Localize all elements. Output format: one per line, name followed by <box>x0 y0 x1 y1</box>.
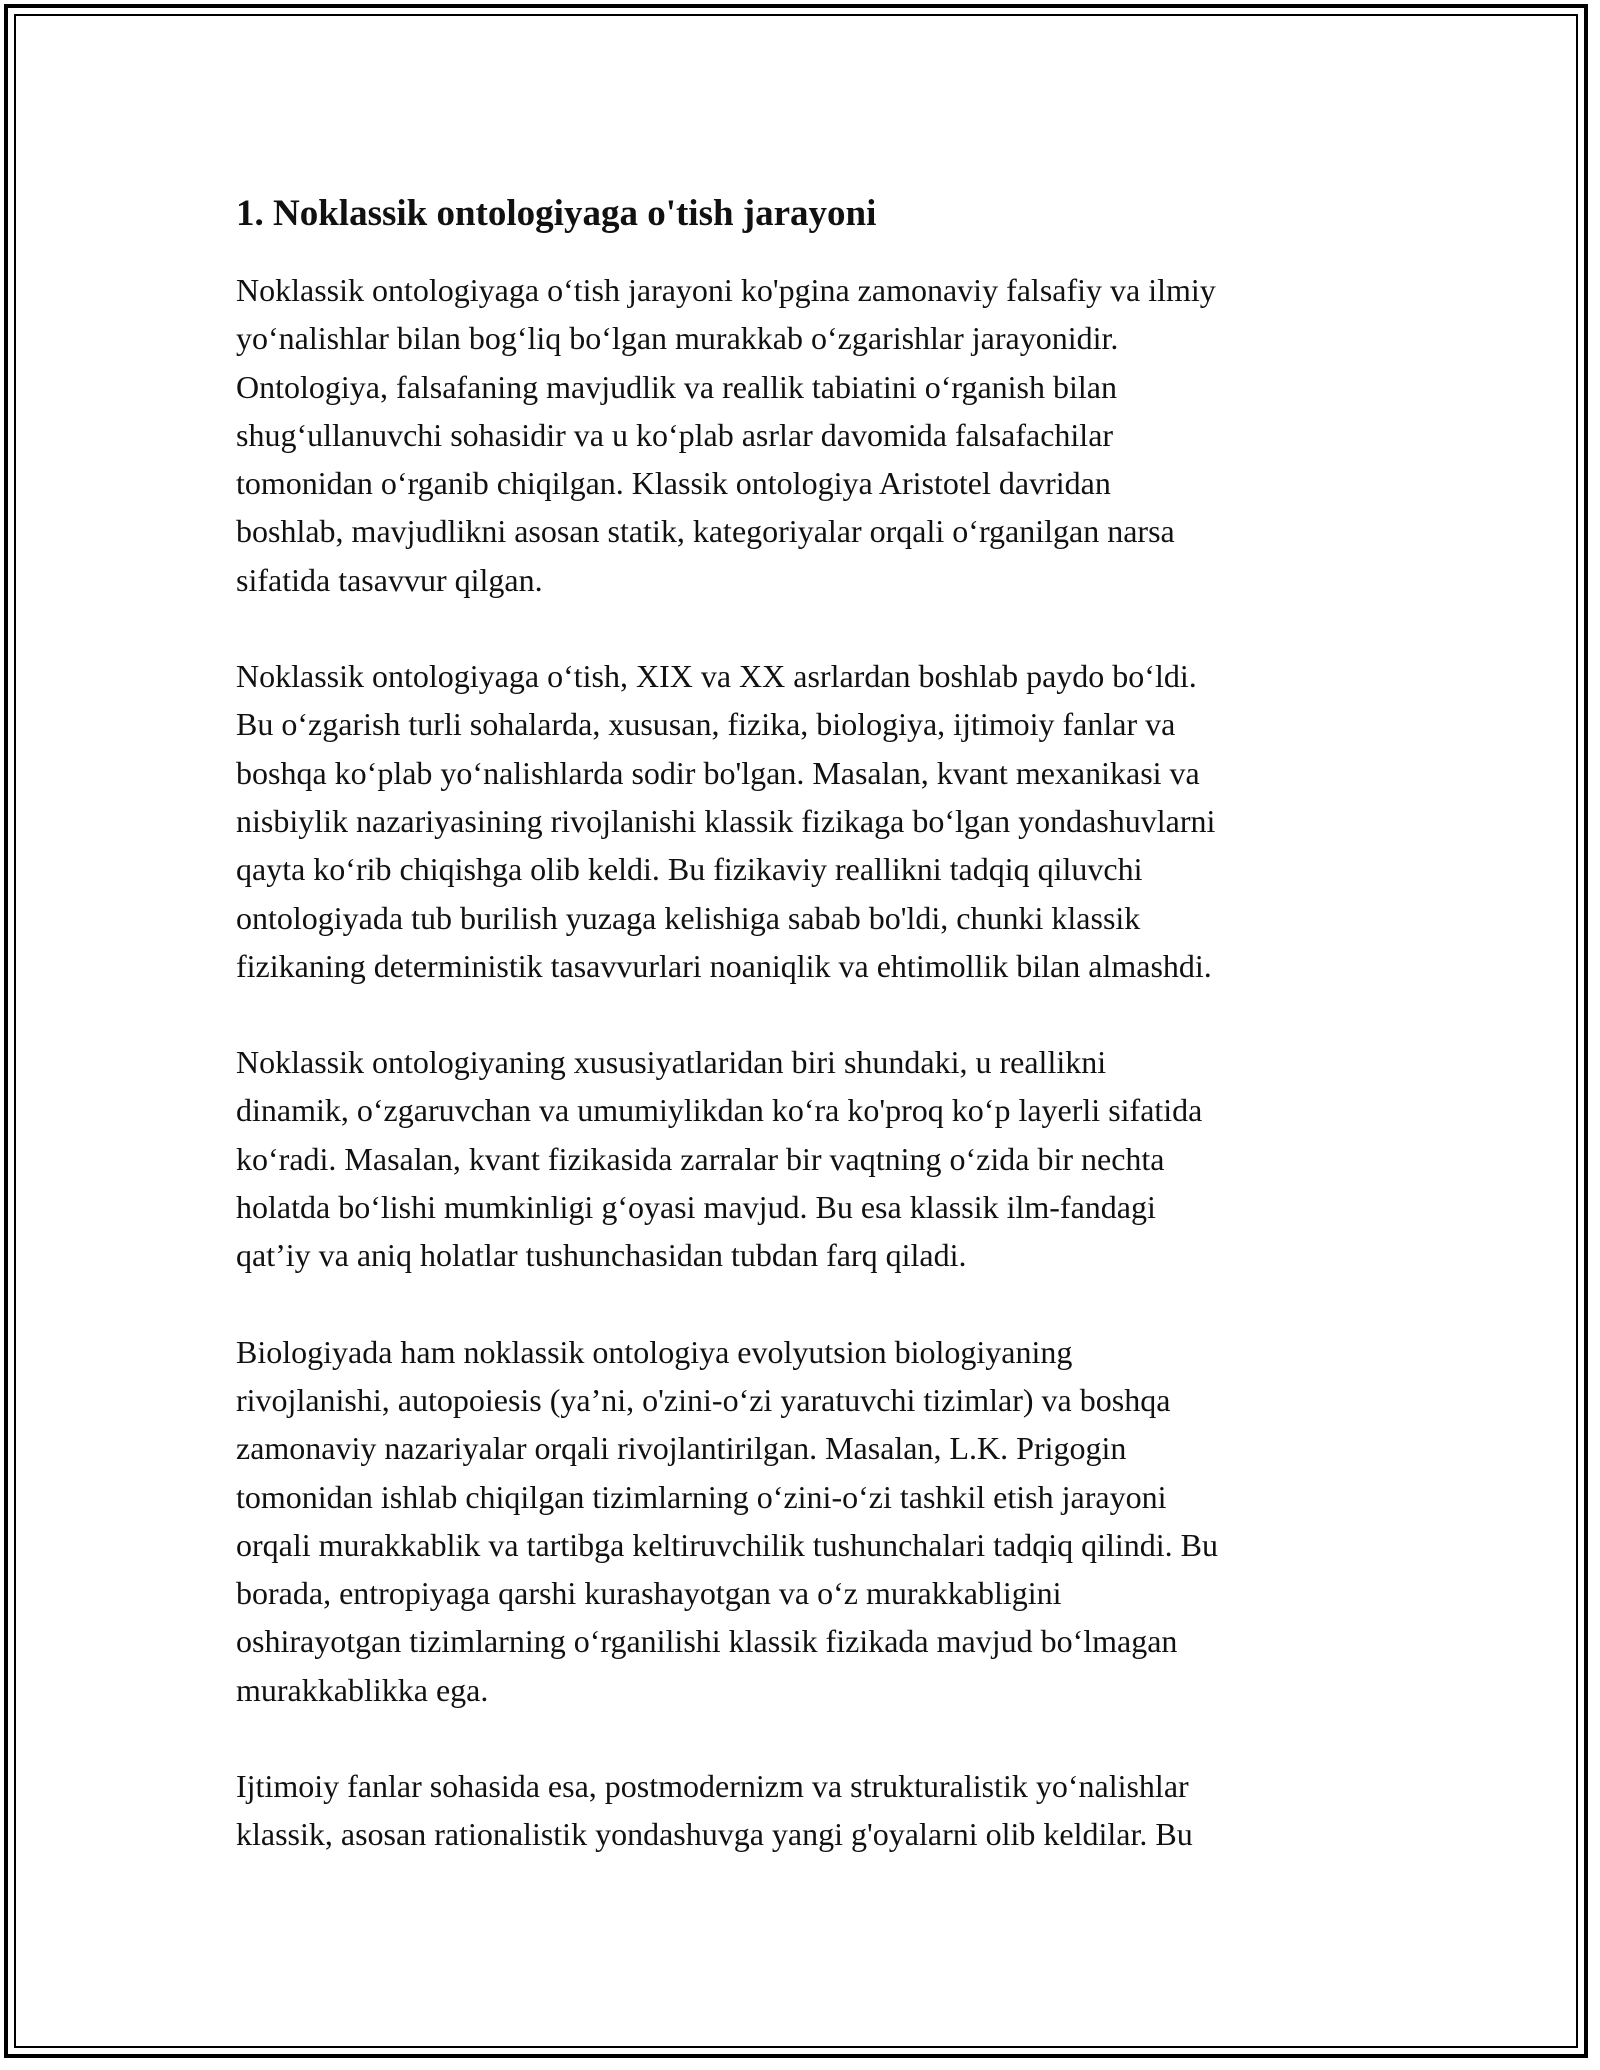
document-body <box>236 188 1376 1907</box>
paragraph-1: Noklassik ontologiyaga o‘tish jarayoni ko'pgina zamonaviy falsafiy va ilmiy yo‘nalishlar bilan bog‘liq bo‘lgan murakkab o‘zgarishlar jarayonidir. Ontologiya, falsafaning mavjudlik va reallik tabiatini o‘rganish bilan shug‘ullanuvchi sohasidir va u ko‘plab asrlar davomida falsafachilar tomonidan o‘rganib chiqilgan. Klassik ontologiya Aristotel davridan boshlab, mavjudlikni asosan statik, kategoriyalar orqali o‘rganilgan narsa sifatida tasavvur qilgan. <box>236 272 1216 598</box>
paragraph-5: Ijtimoiy fanlar sohasida esa, postmodernizm va strukturalistik yo‘nalishlar klassik, asosan rationalistik yondashuvga yangi g'oyalarni olib keldilar. Bu <box>236 1768 1193 1853</box>
paragraph-2: Noklassik ontologiyaga o‘tish, XIX va XX asrlardan boshlab paydo bo‘ldi. Bu o‘zgarish turli sohalarda, xususan, fizika, biologiya, ijtimoiy fanlar va boshqa ko‘plab yo‘nalishlarda sodir bo'lgan. Masalan, kvant mexanikasi va nisbiylik nazariyasining rivojlanishi klassik fizikaga bo‘lgan yondashuvlarni qayta ko‘rib chiqishga olib keldi. Bu fizikaviy reallikni tadqiq qiluvchi ontologiyada tub burilish yuzaga kelishiga sabab bo'ldi, chunki klassik fizikaning deterministik tasavvurlari noaniqlik va ehtimollik bilan almashdi. <box>236 658 1216 984</box>
section-heading: 1. Noklassik ontologiyaga o'tish jarayoni <box>236 193 877 234</box>
paragraph-4: Biologiyada ham noklassik ontologiya evolyutsion biologiyaning rivojlanishi, autopoiesis (ya’ni, o'zini-o‘zi yaratuvchi tizimlar) va boshqa zamonaviy nazariyalar orqali rivojlantirilgan. Masalan, L.K. Prigogin tomonidan ishlab chiqilgan tizimlarning o‘zini-o‘zi tashkil etish jarayoni orqali murakkablik va tartibga keltiruvchilik tushunchalari tadqiq qilindi. Bu borada, entropiyaga qarshi kurashayotgan va o‘z murakkabligini oshirayotgan tizimlarning o‘rganilishi klassik fizikada mavjud bo‘lmagan murakkablikka ega. <box>236 1333 1218 1708</box>
paragraph-3: Noklassik ontologiyaning xususiyatlaridan biri shundaki, u reallikni dinamik, o‘zgaruvchan va umumiylikdan ko‘ra ko'proq ko‘p layerli sifatida ko‘radi. Masalan, kvant fizikasida zarralar bir vaqtning o‘zida bir nechta holatda bo‘lishi mumkinligi g‘oyasi mavjud. Bu esa klassik ilm-fandagi qat’iy va aniq holatlar tushunchasidan tubdan farq qiladi. <box>236 1044 1203 1274</box>
